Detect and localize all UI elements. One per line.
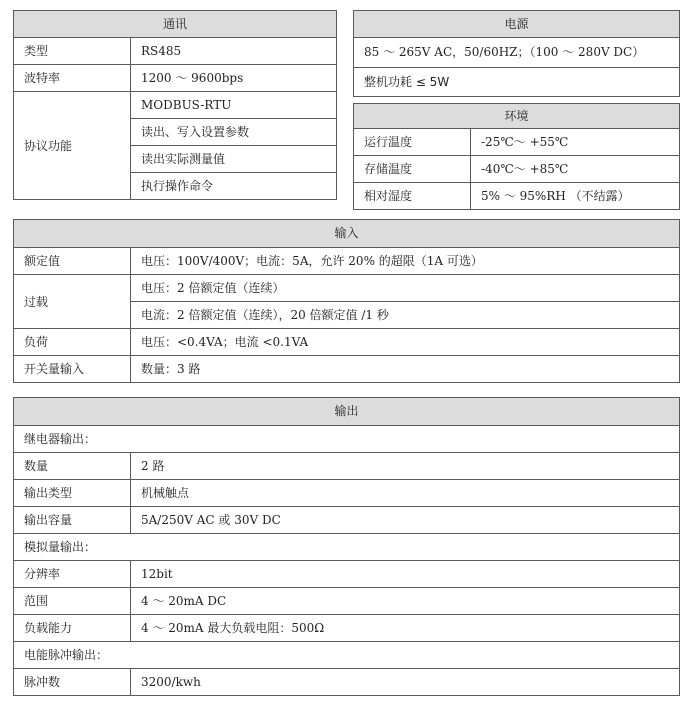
input-switch-value: 数量：3 路 [131, 356, 680, 383]
output-relay-label: 输出类型 [14, 480, 131, 507]
comm-protocol-item: 读出实际测量值 [131, 146, 337, 173]
output-relay-value: 机械触点 [131, 480, 680, 507]
env-title: 环境 [354, 104, 680, 129]
comm-baud-label: 波特率 [14, 65, 131, 92]
output-analog-label: 负载能力 [14, 615, 131, 642]
output-analog-value: 4 ～ 20mA 最大负载电阻：500Ω [131, 615, 680, 642]
comm-protocol-item: MODBUS-RTU [131, 92, 337, 119]
env-value: -40℃～ +85℃ [471, 156, 680, 183]
output-analog-label: 范围 [14, 588, 131, 615]
output-title: 输出 [14, 398, 680, 426]
output-relay-label: 输出容量 [14, 507, 131, 534]
comm-table [13, 10, 337, 200]
input-rated-label: 额定值 [14, 248, 131, 275]
output-relay-label: 数量 [14, 453, 131, 480]
env-value: 5% ～ 95%RH （不结露） [471, 183, 680, 210]
input-table [13, 219, 680, 383]
comm-protocol-label: 协议功能 [14, 92, 131, 200]
env-table [353, 103, 680, 210]
output-relay-header: 继电器输出： [14, 426, 680, 453]
env-value: -25℃～ +55℃ [471, 129, 680, 156]
input-overload-label: 过载 [14, 275, 131, 329]
comm-title: 通讯 [14, 11, 337, 38]
output-analog-header: 模拟量输出： [14, 534, 680, 561]
input-burden-value: 电压：<0.4VA；电流 <0.1VA [131, 329, 680, 356]
output-analog-value: 12bit [131, 561, 680, 588]
env-label: 相对湿度 [354, 183, 471, 210]
comm-protocol-item: 读出、写入设置参数 [131, 119, 337, 146]
comm-baud-value: 1200 ～ 9600bps [131, 65, 337, 92]
comm-protocol-item: 执行操作命令 [131, 173, 337, 200]
power-voltage: 85 ～ 265V AC，50/60HZ；（100 ～ 280V DC） [354, 38, 680, 68]
env-label: 存储温度 [354, 156, 471, 183]
input-title: 输入 [14, 220, 680, 248]
env-label: 运行温度 [354, 129, 471, 156]
input-burden-label: 负荷 [14, 329, 131, 356]
input-overload-current: 电流：2 倍额定值（连续），20 倍额定值 /1 秒 [131, 302, 680, 329]
input-switch-label: 开关量输入 [14, 356, 131, 383]
output-table [13, 397, 680, 696]
output-relay-value: 2 路 [131, 453, 680, 480]
output-relay-value: 5A/250V AC 或 30V DC [131, 507, 680, 534]
comm-type-label: 类型 [14, 38, 131, 65]
output-analog-value: 4 ～ 20mA DC [131, 588, 680, 615]
input-overload-voltage: 电压：2 倍额定值（连续） [131, 275, 680, 302]
power-table [353, 10, 680, 97]
power-consumption: 整机功耗 ≤ 5W [354, 68, 680, 97]
output-pulse-header: 电能脉冲输出： [14, 642, 680, 669]
power-title: 电源 [354, 11, 680, 38]
input-rated-value: 电压：100V/400V；电流：5A，允许 20% 的超限（1A 可选） [131, 248, 680, 275]
output-pulse-label: 脉冲数 [14, 669, 131, 696]
comm-type-value: RS485 [131, 38, 337, 65]
output-analog-label: 分辨率 [14, 561, 131, 588]
output-pulse-value: 3200/kwh [131, 669, 680, 696]
